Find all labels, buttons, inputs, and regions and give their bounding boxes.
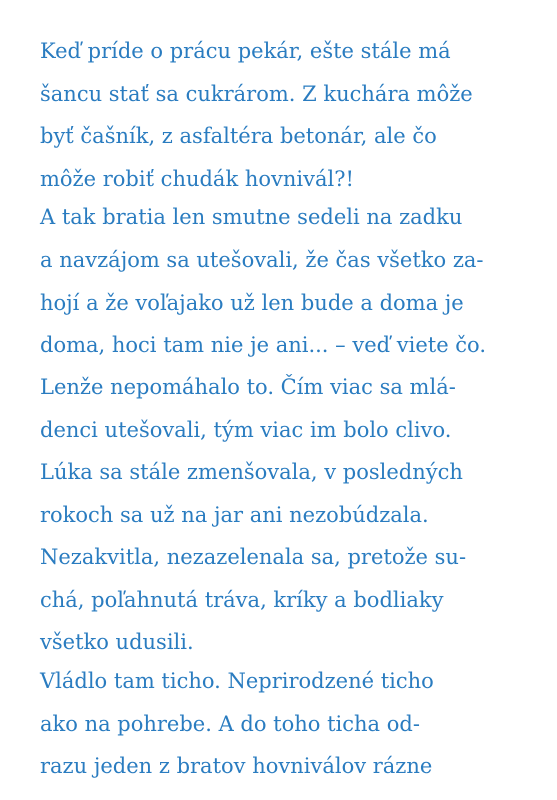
text-line-18: razu jeden z bratov hovniválov rázne [40,754,433,778]
text-line-14: chá, poľahnutá tráva, kríky a bodliaky [40,588,444,612]
text-line-6: a navzájom sa utešovali, že čas všetko za- [40,248,484,272]
text-line-7: hojí a že voľajako už len bude a doma je [40,291,464,315]
text-line-2: šancu stať sa cukrárom. Z kuchára môže [40,82,473,106]
text-line-16: Vládlo tam ticho. Neprirodzené ticho [40,669,434,693]
text-line-17: ako na pohrebe. A do toho ticha od- [40,712,420,736]
text-line-5: A tak bratia len smutne sedeli na zadku [40,205,463,229]
text-line-4: môže robiť chudák hovnivál?! [40,167,354,191]
text-line-12: rokoch sa už na jar ani nezobúdzala. [40,503,429,527]
text-line-3: byť čašník, z asfaltéra betonár, ale čo [40,124,437,148]
text-line-13: Nezakvitla, nezazelenala sa, pretože su- [40,545,467,569]
text-line-10: denci utešovali, tým viac im bolo clivo. [40,418,452,442]
text-line-11: Lúka sa stále zmenšovala, v posledných [40,460,463,484]
text-line-1: Keď príde o prácu pekár, ešte stále má [40,39,451,63]
text-line-8: doma, hoci tam nie je ani... – veď viete čo. [40,333,487,357]
text-line-9: Lenže nepomáhalo to. Čím viac sa mlá- [40,375,456,399]
text-line-15: všetko udusili. [40,630,194,654]
